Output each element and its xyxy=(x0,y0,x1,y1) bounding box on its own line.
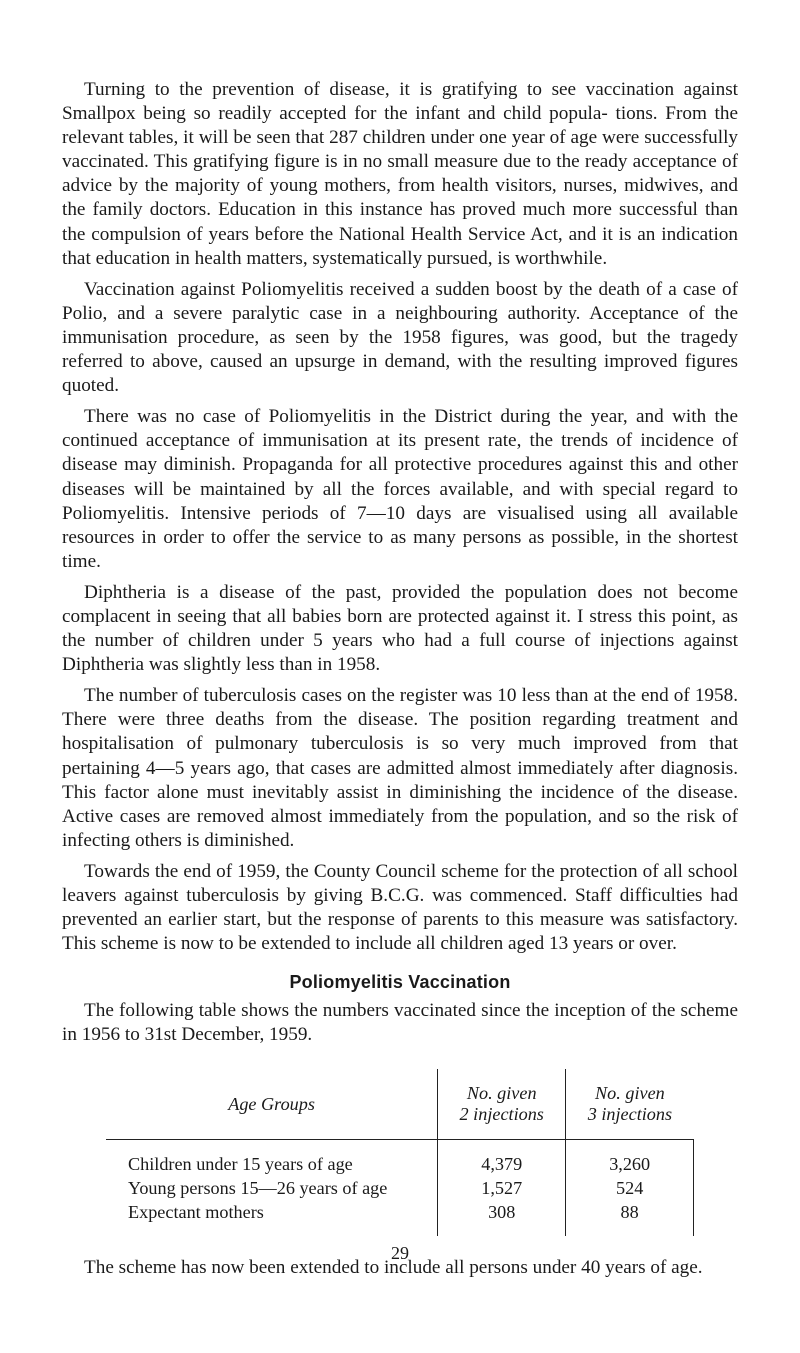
table-row xyxy=(106,1140,694,1177)
header-two-line1: No. given xyxy=(466,1083,537,1104)
cell-three-injections: 524 xyxy=(566,1176,694,1200)
cell-two-injections: 4,379 xyxy=(438,1140,566,1177)
vaccination-table xyxy=(106,1069,694,1236)
cell-age-group: Young persons 15—26 years of age xyxy=(128,1178,388,1199)
scheme-extension-note: The scheme has now been extended to include all persons under 40 years of age. xyxy=(84,1257,703,1279)
vaccination-table-wrapper xyxy=(106,1069,694,1236)
paragraph-smallpox: Turning to the prevention of disease, it is gratifying to see vaccination against Smallpox being so readily accepted for the infant and child popula- tions. From the relevant tables, it will be seen that 287 children under one year of age were successfully vaccinated. This gratifying figure is in no small measure due to the ready acceptance of advice by the majority of young mothers, from health visitors, nurses, midwives, and the family doctors. Education in this instance has proved much more successful than the compulsion of years before the National Health Service Act, and it is an indication that education in health matters, systematically pursued, is worthwhile. xyxy=(62,79,738,269)
table-row xyxy=(106,1176,694,1200)
header-three-injections xyxy=(566,1069,694,1140)
document-page xyxy=(62,78,738,1288)
paragraph-polio-district: There was no case of Poliomyelitis in the District during the year, and with the continued acceptance of immunisation at its present rate, the trends of incidence of disease may diminish. Propaganda for all protective procedures against this and other diseases will be maintained by all the forces available, and with special regard to Poliomyelitis. Intensive periods of 7—10 days are visualised using all available resources in order to offer the service to as many persons as possible, in the shortest time. xyxy=(62,406,738,572)
cell-age-group: Children under 15 years of age xyxy=(128,1154,353,1175)
header-two-injections xyxy=(438,1069,566,1140)
paragraph-bcg: Towards the end of 1959, the County Council scheme for the protection of all school leavers against tuberculosis by giving B.C.G. was commenced. Staff difficulties had prevented an earlier start, but the response of parents to this measure was satisfactory. This scheme is now to be extended to include all children aged 13 years or over. xyxy=(62,860,738,955)
table-header-row xyxy=(106,1069,694,1140)
cell-two-injections: 1,527 xyxy=(438,1176,566,1200)
paragraph-polio-boost: Vaccination against Poliomyelitis received a sudden boost by the death of a case of Polio, and a severe paralytic case in a neighbouring authority. Acceptance of the immunisation procedure, as seen by the 1958 figures, was good, but the tragedy referred to above, caused an upsurge in demand, with the resulting improved figures quoted. xyxy=(62,278,738,397)
cell-three-injections: 3,260 xyxy=(566,1140,694,1177)
section-heading: Poliomyelitis Vaccination xyxy=(289,972,511,993)
page-number: 29 xyxy=(391,1243,409,1263)
table-row xyxy=(106,1200,694,1236)
header-three-line2: 3 injections xyxy=(587,1104,673,1125)
cell-two-injections: 308 xyxy=(438,1200,566,1236)
cell-three-injections: 88 xyxy=(566,1200,694,1236)
cell-age-group: Expectant mothers xyxy=(128,1202,264,1223)
header-three-line1: No. given xyxy=(595,1083,665,1104)
header-two-line2: 2 injections xyxy=(459,1104,544,1125)
header-age-groups: Age Groups xyxy=(106,1069,438,1140)
paragraph-tuberculosis: The number of tuberculosis cases on the register was 10 less than at the end of 1958. There were three deaths from the disease. The position regarding treatment and hospitalisation of pulmonary tuberculosis is so very much improved from that pertaining 4—5 years ago, that cases are admitted almost immediately after diagnosis. This factor alone must inevitably assist in diminishing the incidence of the disease. Active cases are removed almost immediately from the population, and so the risk of infecting others is diminished. xyxy=(62,685,738,851)
paragraph-diphtheria: Diphtheria is a disease of the past, provided the population does not become complacent in seeing that all babies born are protected against it. I stress this point, as the number of children under 5 years who had a full course of injections against Diphtheria was slightly less than in 1958. xyxy=(62,581,738,676)
table-intro: The following table shows the numbers vaccinated since the inception of the scheme in 1956 to 31st December, 1959. xyxy=(62,1000,738,1046)
